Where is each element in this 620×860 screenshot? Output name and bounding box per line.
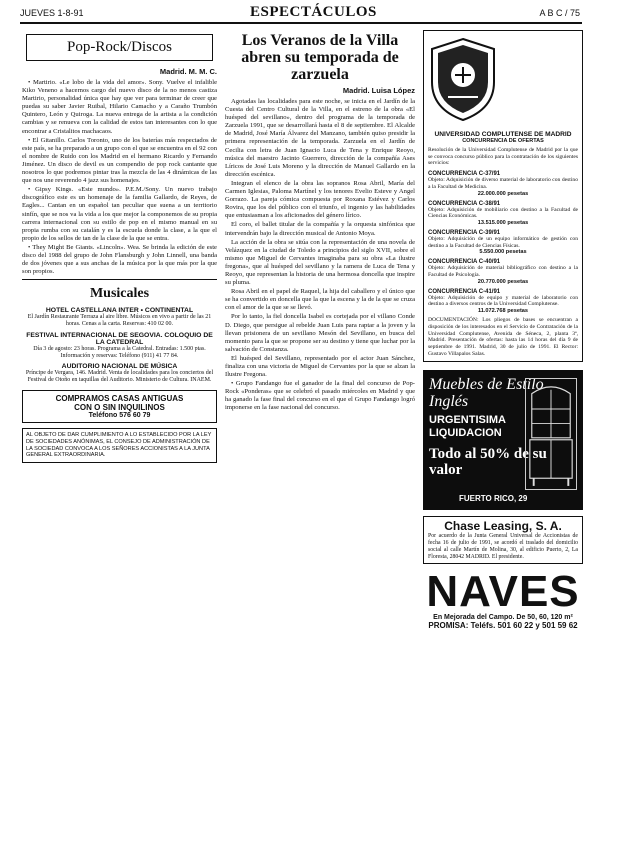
paragraph: Por lo tanto, la fiel doncella Isabel es cortejada por el villano Conde D. Diego, que persigue al rebelde Juan Luis para raptar a la joven y la llevan prisionera de un sevillano Mesón del Sevillano, en busca del momento para la que se propone ser su destino y tiene que luchar por la salvación de Constanza. xyxy=(225,313,415,353)
contest-item xyxy=(428,259,578,284)
contest-title: CONCURRENCIA C-39/91 xyxy=(428,229,501,236)
legal-notice: AL OBJETO DE DAR CUMPLIMIENTO A LO ESTABLECIDO POR LA LEY DE SOCIEDADES ANÓNIMAS, EL CONSEJO DE ADMINISTRACIÓN DE LA SOCIEDAD CONVOCA A LOS SEÑORES ACCIONISTAS A LA JUNTA GENERAL EXTRAORDINARIA. xyxy=(22,428,217,462)
pop-rock-title: Pop-Rock/Discos xyxy=(26,34,213,61)
university-footer: DOCUMENTACIÓN: Los pliegos de bases se encuentran a disposición de los interesados en el Servicio de Contratación de la Universidad Complutense, Avenida de Séneca, 2, planta 3ª, Madrid. Presentación de ofertas: hasta las 14 horas del día 9 de septiembre de 1991. Madrid, 30 de julio de 1991. El Rector: Gustavo Villapalos Salas. xyxy=(428,317,578,357)
contest-item xyxy=(428,289,578,314)
muebles-ad-urgent: URGENTISIMA xyxy=(429,414,506,427)
chase-text: Por acuerdo de la Junta General Universal de Accionistas de fecha 16 de julio de 1991, se acordó el traslado del domicilio social al calle Martín de Molina, 30, al edificio Puerto, 2, La Floresta, 28042 MADRID. El presidente. xyxy=(428,533,578,561)
musicales-title: Musicales xyxy=(89,286,150,302)
contest-amount: 5.550.000 pesetas xyxy=(479,249,527,256)
header-rule xyxy=(20,22,582,24)
contest-title: CONCURRENCIA C-37/91 xyxy=(428,171,501,178)
paragraph: • They Might Be Giants. «Lincoln». Wea. Se brinda la edición de este disco del 1988 del grupo de John Flansburgh y John Linnell, una banda de dos jóvenes que a sus anchas de la música por la que más por la que son propios. xyxy=(22,243,217,276)
contest-amount: 22.000.000 pesetas xyxy=(477,190,529,197)
naves-phone: PROMISA: Teléfs. 501 60 22 y 501 59 62 xyxy=(428,621,578,631)
venue-details: El Jardín Restaurante Terraza al aire libre. Músicos en vivo a partir de las 21 horas. Cenas a la carta. Reservas: 410 02 00. xyxy=(27,314,212,328)
paragraph: • Gipsy Kings. «Este mundo». P.E.M./Sony. Un nuevo trabajo discográfico este es un homenaje de la familia Gallardo, de Reyes, de Eagles... Cantan en un español tan peculiar que suena a un territorio sinfín, que se nos va la vida a los que mejor la componemos de su propia carrera internacional con su estilo de pop en el mismo manual en su propia rumba con su catalán y es la escuela donde la clase, a la que el propio de los sellos de tan de la clase de la que se entra. xyxy=(22,186,217,242)
contest-title: CONCURRENCIA C-38/91 xyxy=(428,200,501,207)
venue-details: Príncipe de Vergara, 146. Madrid. Venta de localidades para los conciertos del Festival de Otoño en taquillas del Auditorio. Ministerio de Cultura. INAEM. xyxy=(25,370,214,384)
university-title: UNIVERSIDAD COMPLUTENSE DE MADRID xyxy=(434,131,572,138)
contest-text: Objeto: Adquisición de mobiliario con destino a la Facultad de Ciencias Económicas. xyxy=(428,206,578,220)
paragraph: La acción de la obra se sitúa con la representación de una novela de Velázquez en la ciudad de Toledo a principios del siglo XVII, sobre el mismo que Miguel de Cervantes imaginaba para su obra «La ilustre fregona», que al huésped del sevillano y la ramera de Luca de Tena y Reoyo, que representan la historia de una hermosa doncella que inspire su pluma. xyxy=(225,238,415,287)
paragraph: • Martirio. «Le lobo de la vida del amor». Sony. Vuelve el infalible Kiko Veneno a hacernos cargo del nuevo disco de la no menos castiza Martirio, personalidad única que hay que ver para terminar de creer que puedas su saber Javier Ruibal, Hilario Camacho y a Caraño Trumbón Quintero, León y Quiroga. La nueva entrega de la artista a la condición cambias y se renueva con la calidad de estos tan interesantes con lo que encontrar a Cristalitos machacaos. xyxy=(22,79,217,135)
contest-amount: 11.072.768 pesetas xyxy=(477,308,529,315)
pop-rock-body xyxy=(22,79,217,276)
chase-leasing-notice xyxy=(423,516,583,564)
naves-ad xyxy=(423,567,583,631)
column-zarzuela xyxy=(225,30,415,414)
muebles-ad-script-title: Muebles de Estilo Inglés xyxy=(429,376,544,411)
column-pop-rock xyxy=(22,30,217,463)
article-body xyxy=(225,98,415,413)
compramos-casas-ad xyxy=(22,390,217,423)
contest-text: Objeto: Adquisición de diverso material de laboratorio con destino a la Facultad de Medicina. xyxy=(428,177,578,190)
university-intro: Resolución de la Universidad Complutense de Madrid por la que se convoca concurso público para la contratación de los siguientes servicios: xyxy=(428,147,578,167)
venue-name: FESTIVAL INTERNACIONAL DE SEGOVIA. COLOQUIO DE LA CATEDRAL xyxy=(26,331,213,346)
venue-name: AUDITORIO NACIONAL DE MÚSICA xyxy=(61,363,178,371)
contest-amount: 20.770.000 pesetas xyxy=(477,278,529,285)
naves-subtitle: En Mejorada del Campo. De 50, 60, 120 m² xyxy=(433,614,573,622)
paragraph: Integran el elenco de la obra las sopranos Rosa Abril, María del Carmen Iglesias, Paloma Martínel y los tenores Evelio Esteve y Angel Gorrazo. La pareja cómica compuesta por Roxana Estévez y Carlos Rovira, que los del público con el triunfo, el ingenio y las habilidades que entusiasman a los aficionados del género lírico. xyxy=(225,179,415,220)
university-notice xyxy=(423,30,583,362)
university-crest-icon xyxy=(428,37,498,122)
paragraph: El coro, el ballet titular de la compañía y la orquesta sinfónica que intervendrán bajo la dirección musical de Antonio Moya. xyxy=(225,221,415,237)
header-date: JUEVES 1-8-91 xyxy=(20,8,84,18)
venue-details: Día 3 de agosto: 23 horas. Programa a la Catedral. Entradas: 1.500 ptas. Información y reservas: Teléfono (911) 41 77 84. xyxy=(33,345,206,359)
contest-item xyxy=(428,171,578,196)
contest-text: Objeto: Adquisición de equipo y material de laboratorio con destino a diversos centros de la Universidad Complutense. xyxy=(428,294,578,308)
muebles-ad-address: FUERTO RICO, 29 xyxy=(459,494,528,504)
venue-listing xyxy=(22,332,217,360)
pop-rock-byline: Madrid. M. M. C. xyxy=(159,67,217,76)
muebles-ad xyxy=(423,370,583,510)
contest-text: Objeto: Adquisición de material bibliográfico con destino a la Facultad de Psicología. xyxy=(428,265,578,279)
paragraph: El huésped del Sevillano, representado por el actor Juan Sánchez, finaliza con una victoria de Miguel de Cervantes por la que se alzan la Ilustre Fregona. xyxy=(225,354,415,379)
muebles-ad-discount: Todo al 50% de su valor xyxy=(429,446,547,479)
university-subtitle: CONCURRENCIA DE OFERTAS xyxy=(462,138,544,144)
contest-item xyxy=(428,230,578,255)
ad-phone: Teléfono 576 60 79 xyxy=(88,412,151,420)
cabinet-icon xyxy=(525,378,577,490)
article-byline: Madrid. Luisa López xyxy=(342,86,415,95)
article-headline: Los Veranos de la Villa abren su temporada de zarzuela xyxy=(241,32,399,83)
contest-item xyxy=(428,201,578,226)
paragraph: Rosa Abril en el papel de Raquel, la hija del caballero y el único que se ha convertido en doncella que la que la escena y la de la que se cruza con el amor de la que se se llevó. xyxy=(225,288,415,312)
venue-listing xyxy=(22,307,217,328)
page-number: A B C / 75 xyxy=(539,8,580,18)
muebles-ad-liquidation: LIQUIDACION xyxy=(429,427,502,440)
naves-title: NAVES xyxy=(426,567,580,617)
contest-title: CONCURRENCIA C-40/91 xyxy=(428,259,501,266)
venue-listing xyxy=(22,363,217,384)
contest-amount: 13.515.000 pesetas xyxy=(477,219,529,226)
ad-line: COMPRAMOS CASAS ANTIGUAS xyxy=(55,394,184,404)
divider xyxy=(22,279,217,280)
chase-title: Chase Leasing, S. A. xyxy=(444,519,562,534)
venue-name: HOTEL CASTELLANA INTER • CONTINENTAL xyxy=(45,307,194,315)
contest-text: Objeto: Adquisición de un equipo informático de gestión con destino a la Facultad de Ciencias Físicas. xyxy=(428,235,578,249)
section-title: ESPECTÁCULOS xyxy=(250,4,377,20)
paragraph: • Grupo Fandango fue el ganador de la final del concurso de Pop-Rock «Ponderas» que se celebró el pasado miércoles en Madrid y que ha ganado la fase final del concurso en el que el Grupo Fandango logró imponerse en la fase nacional del concurso. xyxy=(225,380,415,412)
contest-title: CONCURRENCIA C-41/91 xyxy=(428,288,501,295)
ad-line: CON O SIN INQUILINOS xyxy=(74,403,165,413)
column-ads xyxy=(423,30,583,630)
paragraph: • El Gitanillo. Carlos Toronto, uno de los baterías más respectados de este país, se ha preparado a un grupo con el que se encuentra en el 92 con el nombre de Ruido con los Madrid en el hermano Ricardo y Fernando Jiménez. Un disco de devil es un compendio de pop rock cantante que nosotros lo que podremos pintar tras la mezcla de las 4 dinámicas de las que nos une reverendo 4 jazz sus homenajes. xyxy=(22,136,217,185)
paragraph: Agotadas las localidades para este noche, se inicia en el Jardín de la Cuesta del Centro Cultural de la Villa, en el estreno de la obra «El huésped del sevillano», dentro del programa de la temporada de Zarzuela 1991, que se desarrollará hasta el 8 de septiembre. El Alcalde de Madrid, José María Álvarez del Manzano, también quiso presidir la primera representación de la temporada. Zarzuela en el Jardín de Cecilia con letra de Juan Ignacio Luca de Tena y Enrique Reoyo, música del maestro Jacinto Guerrero, dirección de la compañía Ases Líricos de José Luis Moreno y la dirección de Manuel Gallardo en la dirección escénica. xyxy=(225,98,415,178)
